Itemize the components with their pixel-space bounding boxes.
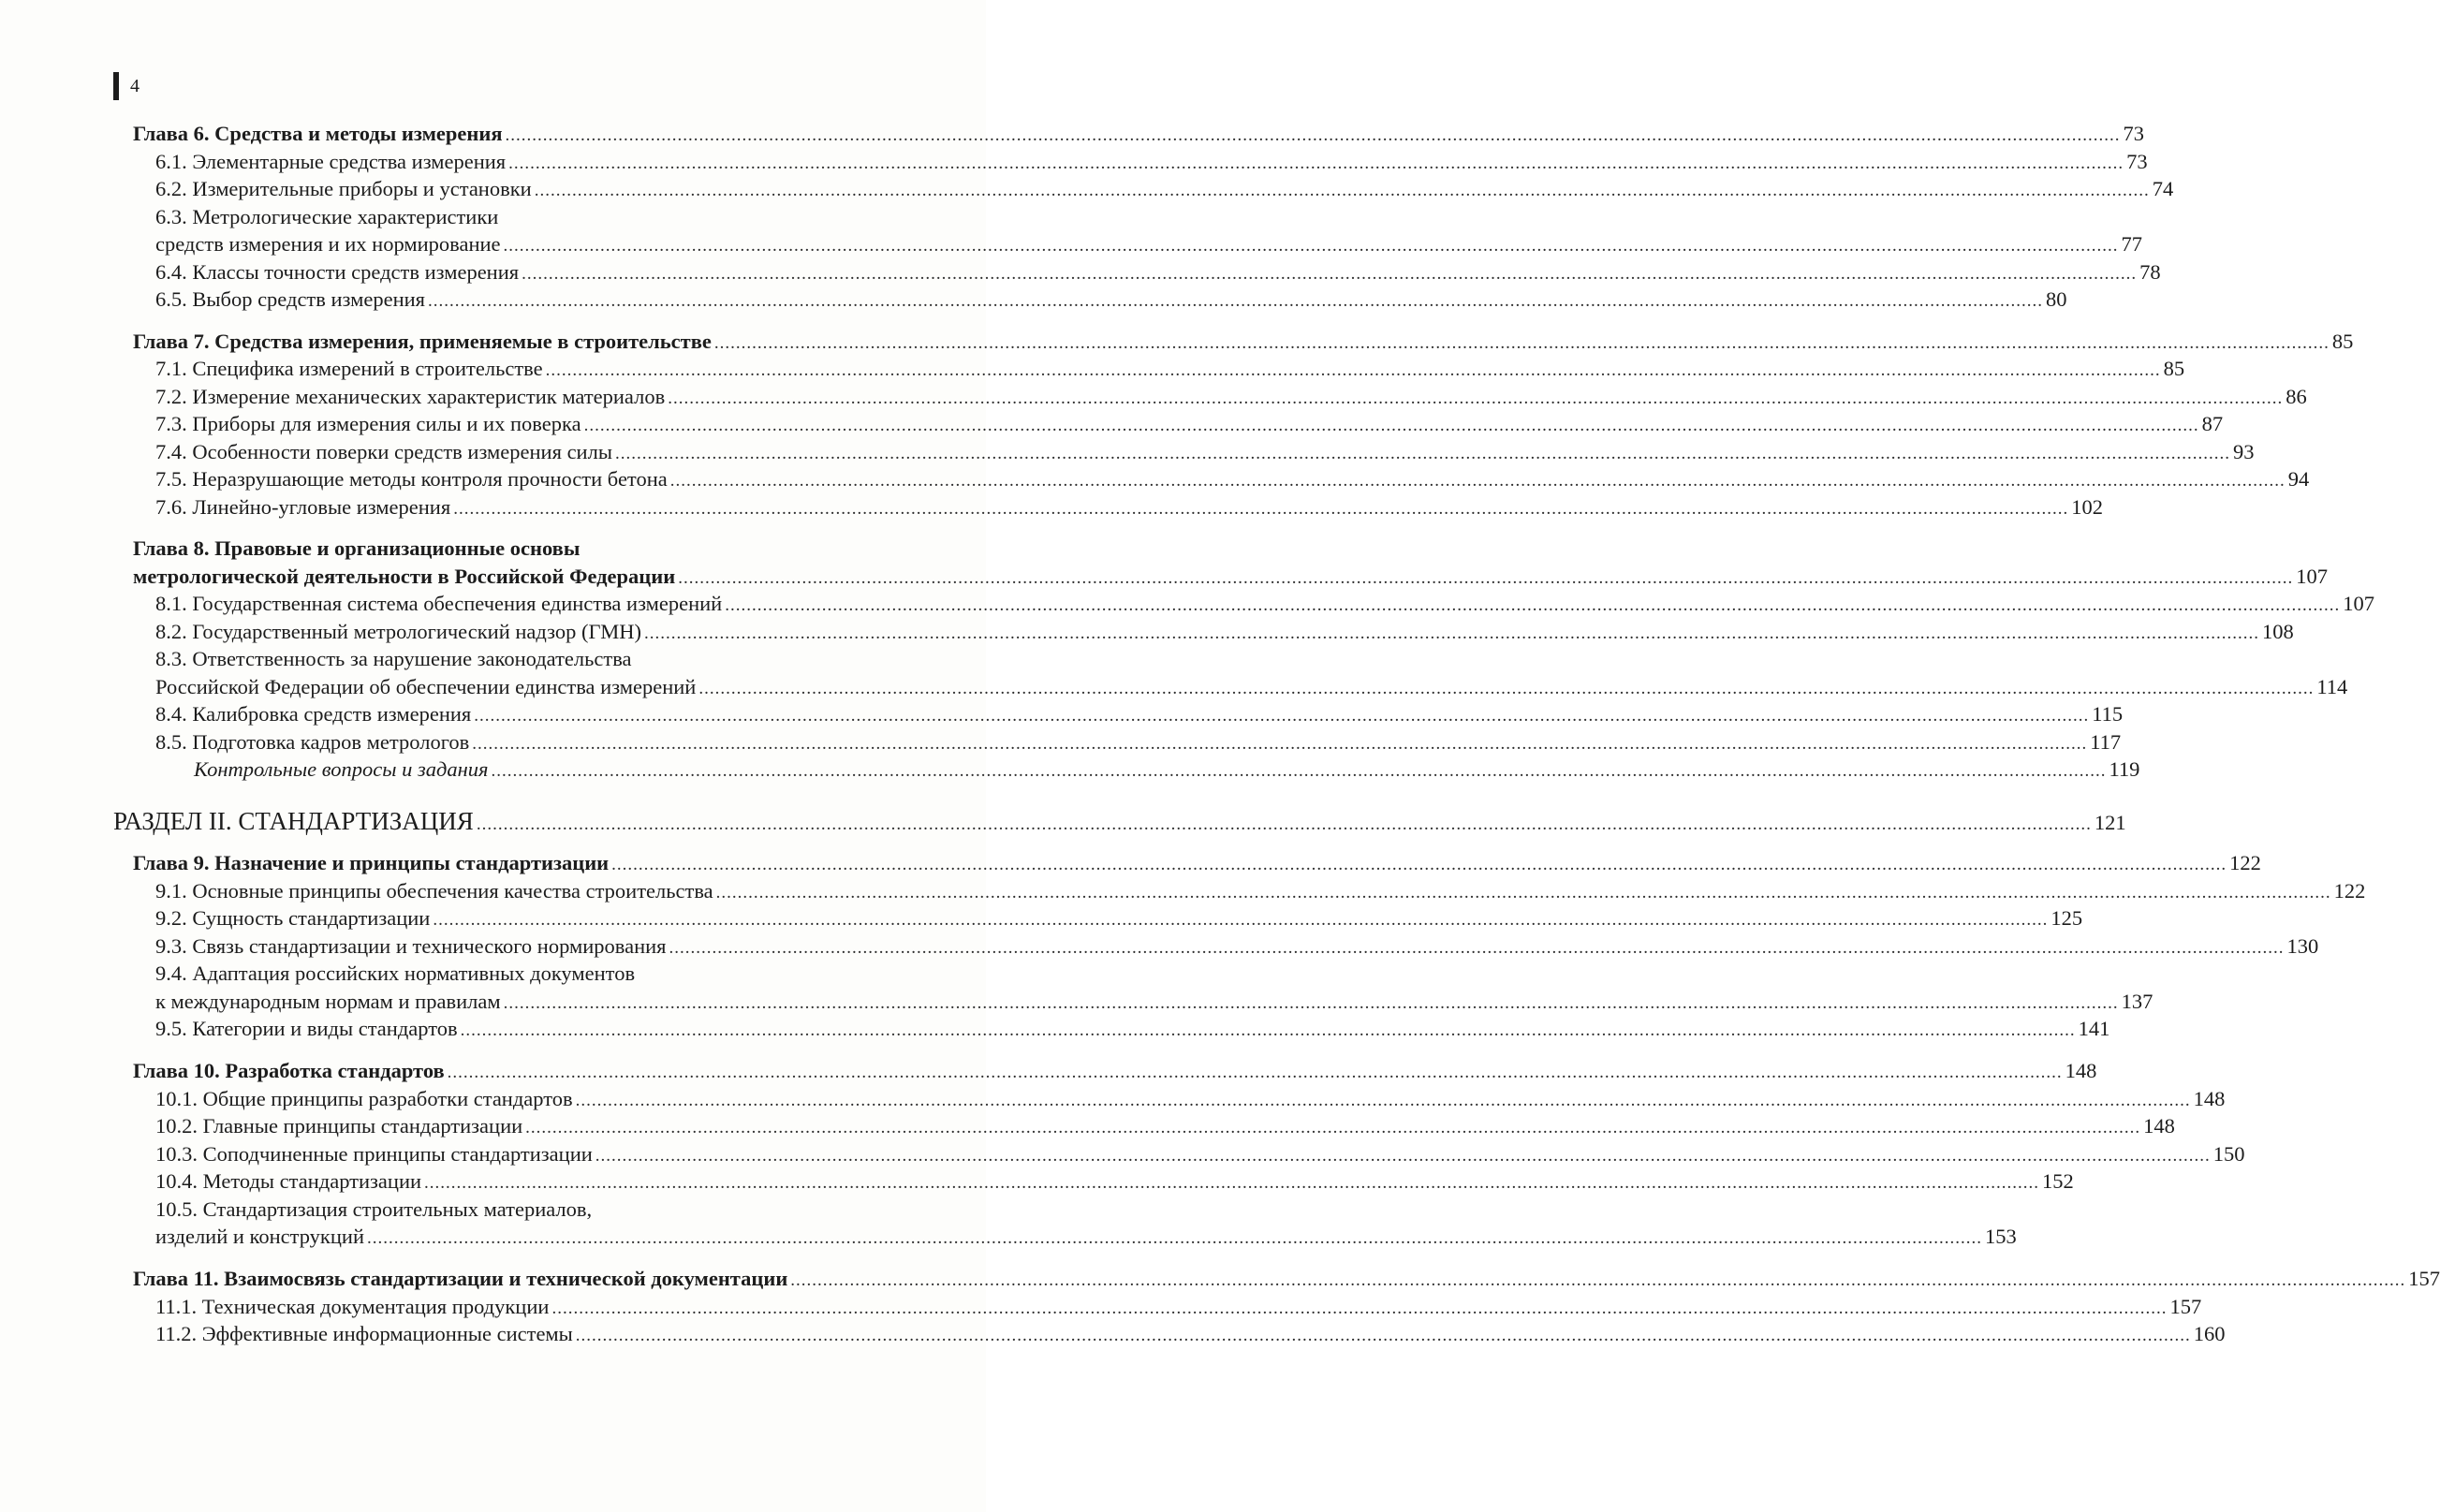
toc-dot-leader: ............................................................................................................................................................................................................................................................................................................ <box>595 1146 2211 1166</box>
toc-entry-page: 121 <box>2094 811 2126 834</box>
toc-dot-leader: ............................................................................................................................................................................................................................................................................................................ <box>525 1118 2141 1138</box>
toc-entry-title: Контрольные вопросы и задания <box>194 757 489 781</box>
toc-entry-title: 10.1. Общие принципы разработки стандартов <box>155 1087 573 1110</box>
toc-dot-leader: ............................................................................................................................................................................................................................................................................................................ <box>713 333 2330 353</box>
toc-entry-page: 78 <box>2139 260 2161 284</box>
toc-dot-leader: ............................................................................................................................................................................................................................................................................................................ <box>678 568 2294 588</box>
toc-entry-page: 77 <box>2121 232 2143 256</box>
toc-entry-title: 8.2. Государственный метрологический надзор (ГМН) <box>155 620 641 643</box>
toc-entry <box>194 756 2140 784</box>
toc-entry <box>155 904 2083 932</box>
toc-entry-page: 74 <box>2152 177 2174 200</box>
toc-entry-page: 107 <box>2343 592 2374 615</box>
toc-dot-leader: ............................................................................................................................................................................................................................................................................................................ <box>508 154 2124 173</box>
toc-entry-title: 9.5. Категории и виды стандартов <box>155 1017 458 1040</box>
toc-entry <box>155 465 2310 493</box>
toc-entry-page: 157 <box>2408 1267 2440 1290</box>
toc-entry-title: 6.5. Выбор средств измерения <box>155 287 426 311</box>
toc-entry-page: 137 <box>2121 990 2153 1013</box>
toc-dot-leader: ............................................................................................................................................................................................................................................................................................................ <box>698 679 2315 698</box>
toc-entry-title: 9.2. Сущность стандартизации <box>155 906 431 930</box>
toc-dot-leader: ............................................................................................................................................................................................................................................................................................................ <box>491 761 2107 781</box>
toc-dot-leader: ............................................................................................................................................................................................................................................................................................................ <box>669 938 2285 958</box>
toc-dot-leader: ............................................................................................................................................................................................................................................................................................................ <box>460 1020 2076 1040</box>
toc-entry-page: 102 <box>2071 495 2103 519</box>
toc-entry <box>133 535 934 563</box>
toc-entry-title: 10.3. Соподчиненные принципы стандартизации <box>155 1142 593 1166</box>
toc-entry <box>155 1320 2226 1348</box>
toc-entry-title: к международным нормам и правилам <box>155 990 501 1013</box>
toc-entry-page: 152 <box>2042 1169 2074 1193</box>
toc-dot-leader: ............................................................................................................................................................................................................................................................................................................ <box>668 389 2284 408</box>
toc-entry <box>155 1085 2226 1113</box>
toc-dot-leader: ............................................................................................................................................................................................................................................................................................................ <box>367 1228 1982 1248</box>
toc-entry-title: 7.1. Специфика измерений в строительстве <box>155 357 543 380</box>
toc-entry <box>155 932 2319 961</box>
toc-dot-leader: ............................................................................................................................................................................................................................................................................................................ <box>575 1326 2191 1345</box>
toc-entry <box>155 1293 2202 1321</box>
toc-dot-leader: ............................................................................................................................................................................................................................................................................................................ <box>534 181 2150 200</box>
toc-entry-title: 10.2. Главные принципы стандартизации <box>155 1114 523 1138</box>
toc-entry-page: 122 <box>2229 851 2261 874</box>
toc-entry <box>113 807 2126 835</box>
toc-entry-page: 130 <box>2286 934 2319 958</box>
toc-entry-title: 8.4. Калибровка средств измерения <box>155 702 472 726</box>
toc-dot-leader: ............................................................................................................................................................................................................................................................................................................ <box>447 1063 2063 1082</box>
toc-entry-title: 6.2. Измерительные приборы и установки <box>155 177 532 200</box>
toc-entry <box>133 1265 2440 1293</box>
toc-entry <box>155 148 2148 176</box>
toc-dot-leader: ............................................................................................................................................................................................................................................................................................................ <box>545 360 2161 380</box>
toc-entry-title: 7.3. Приборы для измерения силы и их поверка <box>155 412 581 435</box>
toc-dot-leader: ............................................................................................................................................................................................................................................................................................................ <box>790 1270 2406 1290</box>
toc-dot-leader: ............................................................................................................................................................................................................................................................................................................ <box>611 855 2227 874</box>
toc-entry <box>155 355 2185 383</box>
toc-entry-title: 7.6. Линейно-угловые измерения <box>155 495 451 519</box>
toc-dot-leader: ............................................................................................................................................................................................................................................................................................................ <box>428 291 2044 311</box>
toc-entry-title: 9.4. Адаптация российских нормативных документов <box>155 962 636 985</box>
toc-entry-title: изделий и конструкций <box>155 1225 364 1248</box>
toc-entry <box>133 120 2145 148</box>
toc-entry <box>155 1196 934 1224</box>
toc-entry-page: 141 <box>2078 1017 2110 1040</box>
toc-entry-page: 85 <box>2163 357 2185 380</box>
toc-entry-title: 6.1. Элементарные средства измерения <box>155 150 507 173</box>
toc-dot-leader: ............................................................................................................................................................................................................................................................................................................ <box>474 706 2090 726</box>
toc-entry-title: 7.4. Особенности поверки средств измерения силы <box>155 440 612 463</box>
toc-entry <box>155 590 2374 618</box>
toc-entry-title: 11.2. Эффективные информационные системы <box>155 1322 573 1345</box>
toc-entry <box>133 849 2261 877</box>
page-number: 4 <box>130 76 140 96</box>
toc-entry-title: 9.3. Связь стандартизации и технического нормирования <box>155 934 667 958</box>
toc-entry <box>155 700 2124 728</box>
toc-dot-leader: ............................................................................................................................................................................................................................................................................................................ <box>669 471 2286 491</box>
toc-entry-title: 9.1. Основные принципы обеспечения качества строительства <box>155 879 713 903</box>
toc-entry <box>155 438 2255 466</box>
toc-entry-page: 108 <box>2261 620 2294 643</box>
toc-dot-leader: ............................................................................................................................................................................................................................................................................................................ <box>575 1091 2191 1110</box>
toc-entry-page: 122 <box>2333 879 2366 903</box>
toc-entry-page: 125 <box>2050 906 2083 930</box>
toc-entry <box>155 673 2348 701</box>
toc-entry-page: 157 <box>2169 1295 2202 1318</box>
toc-dot-leader: ............................................................................................................................................................................................................................................................................................................ <box>476 815 2092 834</box>
toc-entry-page: 73 <box>2126 150 2148 173</box>
toc-dot-leader: ............................................................................................................................................................................................................................................................................................................ <box>453 499 2069 519</box>
toc-dot-leader: ............................................................................................................................................................................................................................................................................................................ <box>522 264 2138 284</box>
toc-entry <box>155 1015 2110 1043</box>
toc-dot-leader: ............................................................................................................................................................................................................................................................................................................ <box>505 125 2121 145</box>
toc-dot-leader: ............................................................................................................................................................................................................................................................................................................ <box>643 624 2259 643</box>
toc-entry-title: РАЗДЕЛ II. СТАНДАРТИЗАЦИЯ <box>113 807 474 835</box>
toc-entry <box>155 728 2122 756</box>
toc-entry-page: 114 <box>2316 675 2348 698</box>
toc-entry-page: 148 <box>2143 1114 2175 1138</box>
toc-entry <box>155 960 934 988</box>
toc-entry-title: Глава 10. Разработка стандартов <box>133 1059 445 1082</box>
toc-entry <box>155 230 2143 258</box>
toc-entry <box>155 286 2067 314</box>
toc-entry-title: 6.4. Классы точности средств измерения <box>155 260 520 284</box>
toc-entry <box>155 1112 2175 1140</box>
toc-entry <box>155 645 934 673</box>
toc-entry <box>155 258 2161 286</box>
toc-entry-title: Глава 6. Средства и методы измерения <box>133 122 503 145</box>
toc-entry-title: Глава 9. Назначение и принципы стандартизации <box>133 851 610 874</box>
toc-entry-title: 7.2. Измерение механических характеристик материалов <box>155 385 666 408</box>
toc-dot-leader: ............................................................................................................................................................................................................................................................................................................ <box>725 595 2341 615</box>
toc-entry <box>155 493 2103 521</box>
toc-entry-page: 94 <box>2287 467 2310 491</box>
toc-entry-title: Глава 8. Правовые и организационные основы <box>133 536 581 560</box>
toc-entry-page: 160 <box>2193 1322 2226 1345</box>
toc-entry-title: 11.1. Техническая документация продукции <box>155 1295 550 1318</box>
toc-entry-page: 148 <box>2065 1059 2097 1082</box>
toc-entry-page: 80 <box>2046 287 2067 311</box>
toc-entry <box>155 383 2307 411</box>
toc-entry-page: 119 <box>2109 757 2140 781</box>
toc-entry-page: 87 <box>2201 412 2224 435</box>
toc-entry <box>155 175 2174 203</box>
toc-entry <box>155 1223 2017 1251</box>
toc-entry-page: 148 <box>2193 1087 2226 1110</box>
toc-dot-leader: ............................................................................................................................................................................................................................................................................................................ <box>472 734 2088 754</box>
toc-entry-page: 93 <box>2232 440 2255 463</box>
toc-entry <box>155 410 2224 438</box>
toc-entry-page: 153 <box>1985 1225 2017 1248</box>
toc-entry-title: метрологической деятельности в Российской Федерации <box>133 565 676 588</box>
toc-entry <box>133 1057 2097 1085</box>
toc-entry-page: 107 <box>2296 565 2328 588</box>
toc-entry <box>155 618 2294 646</box>
toc-dot-leader: ............................................................................................................................................................................................................................................................................................................ <box>433 910 2049 930</box>
toc-entry <box>155 877 2366 905</box>
toc-entry-title: 10.5. Стандартизация строительных материалов, <box>155 1197 593 1221</box>
toc-entry-title: Российской Федерации об обеспечении единства измерений <box>155 675 697 698</box>
toc-entry-title: 7.5. Неразрушающие методы контроля прочности бетона <box>155 467 668 491</box>
toc-entry <box>133 328 2354 356</box>
toc-entry-page: 86 <box>2286 385 2307 408</box>
toc-entry <box>155 988 2153 1016</box>
toc-entry <box>155 203 934 231</box>
page-marker-bar <box>113 72 119 100</box>
toc-entry-page: 150 <box>2212 1142 2245 1166</box>
toc-entry <box>155 1140 2245 1168</box>
toc-entry <box>155 1167 2074 1196</box>
toc-entry-page: 115 <box>2092 702 2124 726</box>
toc-entry-title: 8.1. Государственная система обеспечения единства измерений <box>155 592 723 615</box>
toc-entry-title: Глава 11. Взаимосвязь стандартизации и технической документации <box>133 1267 788 1290</box>
toc-entry-title: Глава 7. Средства измерения, применяемые в строительстве <box>133 330 712 353</box>
toc-dot-leader: ............................................................................................................................................................................................................................................................................................................ <box>503 993 2119 1013</box>
toc-dot-leader: ............................................................................................................................................................................................................................................................................................................ <box>503 236 2119 256</box>
toc-entry-page: 73 <box>2123 122 2145 145</box>
toc-entry-title: 8.3. Ответственность за нарушение законодательства <box>155 647 632 670</box>
toc-entry-title: 8.5. Подготовка кадров метрологов <box>155 730 470 754</box>
toc-dot-leader: ............................................................................................................................................................................................................................................................................................................ <box>424 1173 2040 1193</box>
toc-dot-leader: ............................................................................................................................................................................................................................................................................................................ <box>551 1299 2168 1318</box>
toc-dot-leader: ............................................................................................................................................................................................................................................................................................................ <box>583 416 2199 435</box>
toc-dot-leader: ............................................................................................................................................................................................................................................................................................................ <box>614 444 2230 463</box>
toc-entry-title: средств измерения и их нормирование <box>155 232 501 256</box>
toc-entry <box>133 563 2328 591</box>
toc-entry-page: 85 <box>2331 330 2354 353</box>
toc-entry-title: 6.3. Метрологические характеристики <box>155 205 499 228</box>
toc-entry-title: 10.4. Методы стандартизации <box>155 1169 422 1193</box>
toc-dot-leader: ............................................................................................................................................................................................................................................................................................................ <box>715 883 2331 903</box>
toc-entry-page: 117 <box>2090 730 2122 754</box>
